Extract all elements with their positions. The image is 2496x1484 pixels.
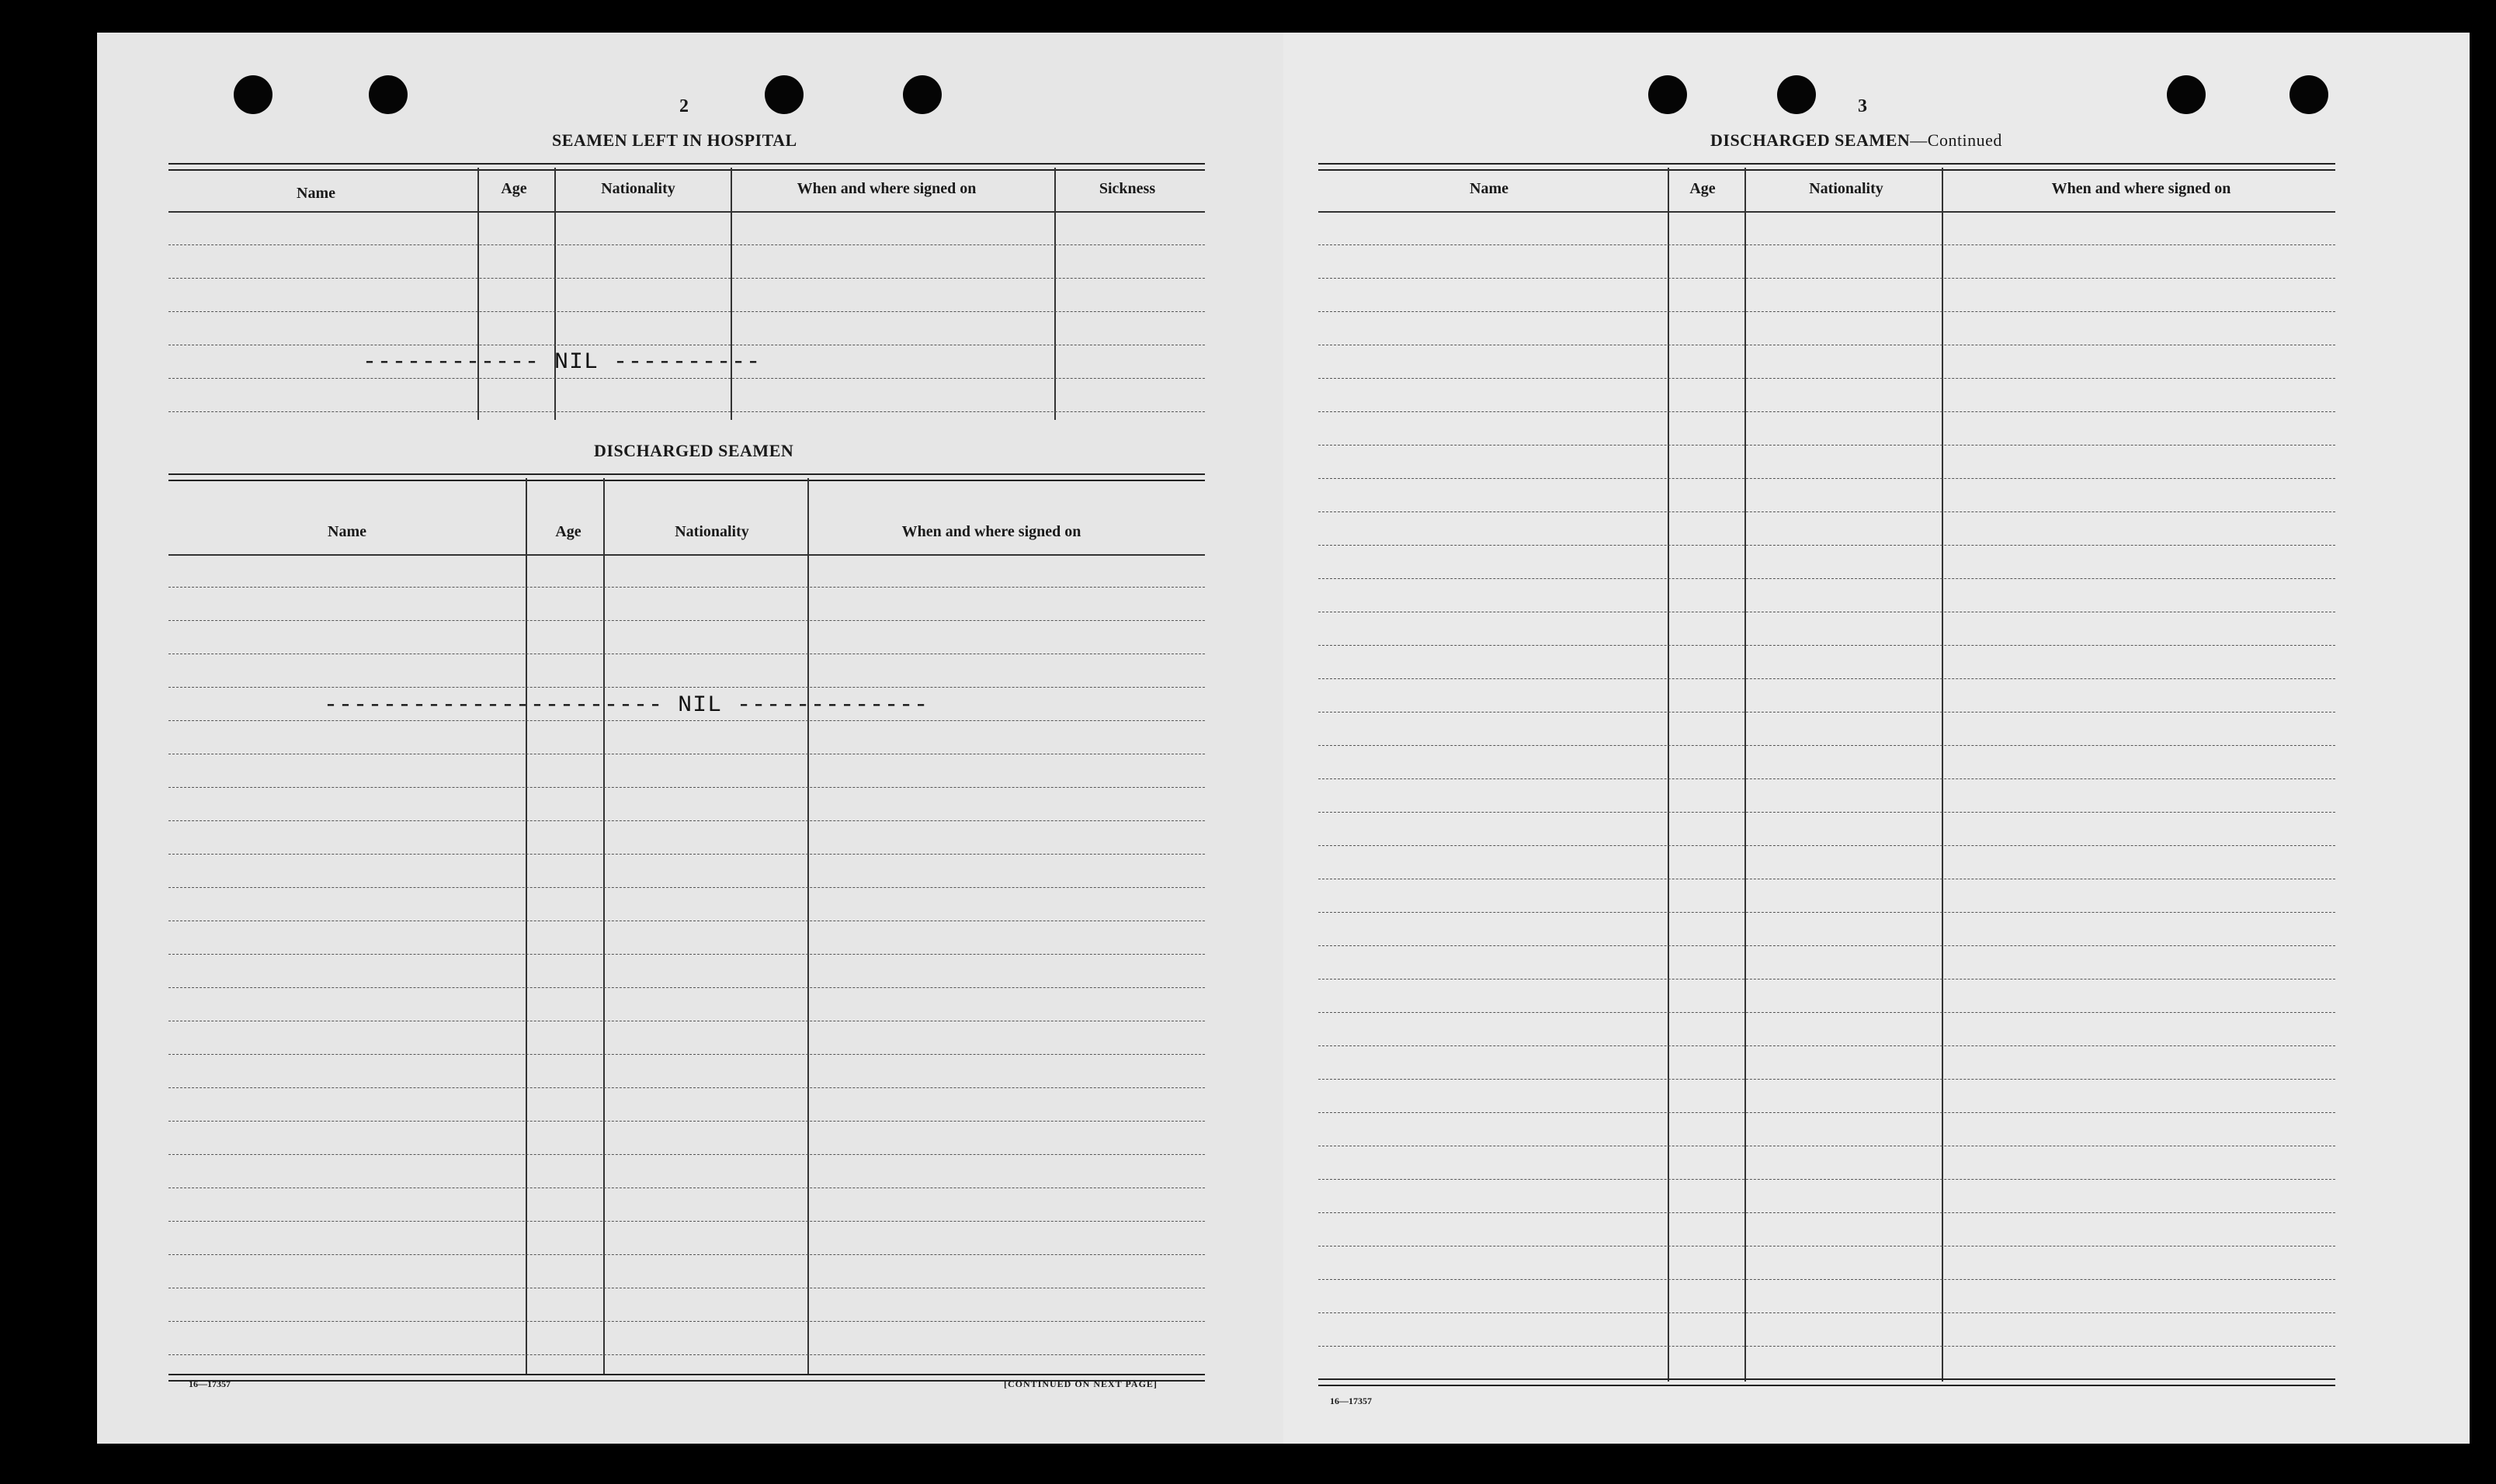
column-header-age: Age [555,523,581,540]
left-page [97,33,1283,1444]
column-header-nationality: Nationality [601,180,675,197]
continued-note: [CONTINUED ON NEXT PAGE] [1004,1378,1158,1389]
punch-hole-icon [2289,75,2328,114]
punch-hole-icon [765,75,804,114]
column-header-sickness: Sickness [1099,180,1156,197]
hospital-section-title: SEAMEN LEFT IN HOSPITAL [552,130,797,150]
punch-hole-icon [2167,75,2206,114]
column-header-name: Name [1470,180,1508,197]
discharged-continued-title [1710,130,2002,151]
hospital-table [168,163,1205,458]
column-header-name: Name [328,523,366,540]
discharged-continued-table [1318,163,2335,1397]
column-header-age: Age [1689,180,1716,197]
column-header-signed-on: When and where signed on [2051,180,2231,197]
punch-hole-icon [1777,75,1816,114]
column-header-nationality: Nationality [1809,180,1883,197]
form-number: 16—17357 [189,1378,231,1389]
discharged-section-title: DISCHARGED SEAMEN [594,441,794,460]
column-header-name: Name [297,185,335,202]
column-header-signed-on: When and where signed on [901,523,1081,540]
nil-entry: ------------ NIL ---------- [363,349,762,376]
scanned-document [97,33,2470,1444]
punch-hole-icon [369,75,408,114]
punch-hole-icon [1648,75,1687,114]
punch-hole-icon [234,75,273,114]
page-number: 2 [679,96,689,116]
nil-entry: ----------------------- NIL ------------- [324,692,929,719]
page-number: 3 [1858,96,1867,116]
discharged-table [168,473,1205,1397]
right-page [1283,33,2470,1444]
column-header-nationality: Nationality [675,523,749,540]
title-main: DISCHARGED SEAMEN [1710,130,1911,150]
punch-hole-icon [903,75,942,114]
column-header-signed-on: When and where signed on [797,180,977,197]
column-header-age: Age [501,180,527,197]
title-suffix: —Continued [1910,130,2002,150]
form-number: 16—17357 [1330,1396,1372,1406]
